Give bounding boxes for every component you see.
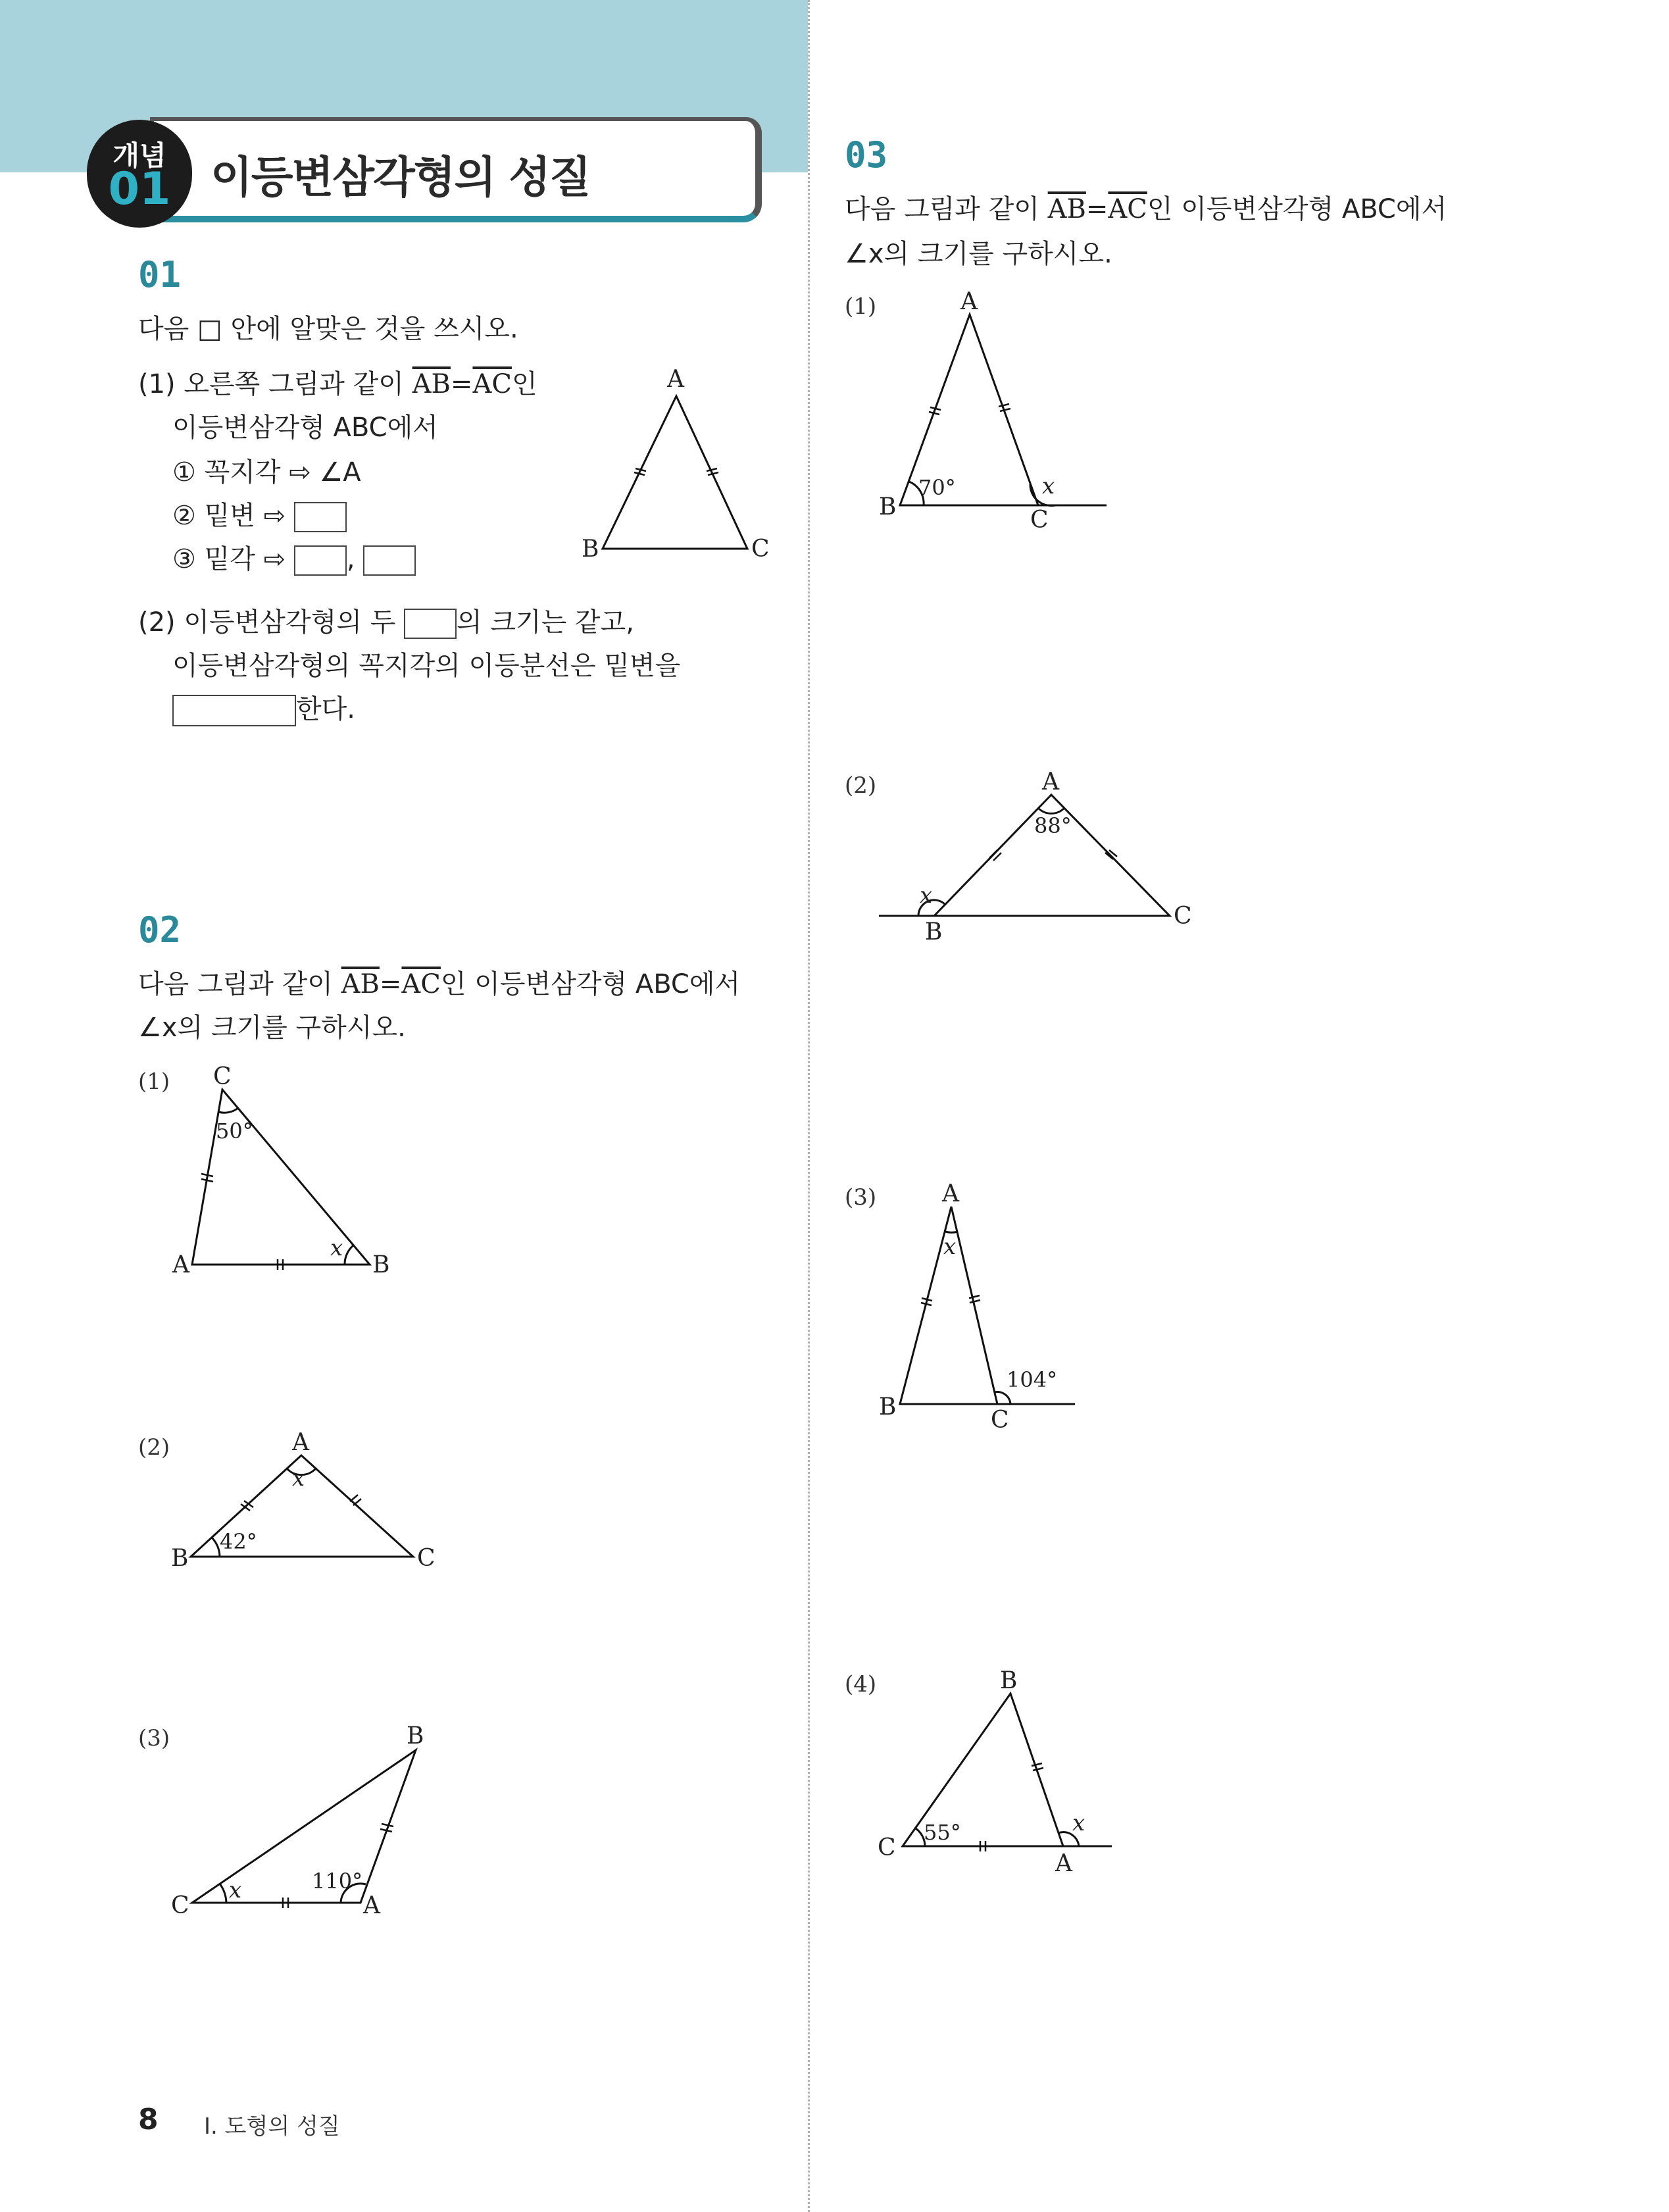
- vertex-label-c: C: [1030, 507, 1049, 534]
- vertex-label-a: A: [1042, 768, 1059, 795]
- q03-p3-label: (3): [845, 1184, 877, 1211]
- eq-sign: =: [450, 369, 473, 399]
- angle-x-label: x: [943, 1234, 957, 1260]
- q03-p1-label: (1): [845, 293, 877, 320]
- seg-ac: $\overline{AC}$: [472, 369, 512, 399]
- seg-ac: $\overline{AC}$: [1108, 194, 1147, 224]
- angle-arc: [220, 1884, 226, 1903]
- badge-number: 01: [108, 163, 171, 215]
- vertex-label-c: C: [751, 536, 770, 563]
- angle-label: 88°: [1034, 813, 1072, 838]
- badge-label: 개념: [112, 139, 166, 172]
- vertex-label-c: C: [213, 1063, 232, 1090]
- q01-item1: ① 꼭지각 ⇨ ∠A: [172, 457, 361, 488]
- vertex-label-b: B: [582, 536, 599, 563]
- q02-line2: ∠x의 크기를 구하시오.: [138, 1013, 406, 1043]
- q01-p2-part2: 의 크기는 같고,: [456, 607, 634, 638]
- q03-line2: ∠x의 크기를 구하시오.: [845, 239, 1112, 269]
- q01-p1-suffix: 인: [511, 369, 537, 399]
- vertex-label-b: B: [925, 918, 943, 945]
- vertex-label-a: A: [667, 366, 684, 393]
- angle-label: 104°: [1007, 1367, 1058, 1392]
- vertex-label-b: B: [879, 1394, 897, 1420]
- q01-p2-line2: 이등변삼각형의 꼭지각의 이등분선은 밑변을: [172, 651, 681, 681]
- q02-number: 02: [138, 909, 182, 951]
- seg-ac: $\overline{AC}$: [401, 969, 441, 999]
- seg-ab: $\overline{AB}$: [412, 369, 451, 399]
- q03-number: 03: [845, 134, 888, 176]
- q03-p2-label: (2): [845, 772, 877, 799]
- q02-line1-prefix: 다음 그림과 같이: [138, 969, 341, 999]
- q02-line1-suffix: 인 이등변삼각형 ABC에서: [440, 969, 741, 999]
- q01-item2-label: ② 밑변 ⇨: [172, 501, 286, 531]
- tick-marks: [201, 404, 1117, 1908]
- vertex-label-b: B: [407, 1722, 424, 1749]
- vertex-label-b: B: [171, 1545, 189, 1572]
- q02-p2-label: (2): [138, 1434, 170, 1461]
- seg-ab: $\overline{AB}$: [341, 969, 380, 999]
- angle-x-label: x: [330, 1235, 343, 1261]
- vertex-label-a: A: [363, 1892, 380, 1919]
- q01-p2-line3-text: 한다.: [296, 694, 355, 724]
- q01-item3-label: ③ 밑각 ⇨: [172, 544, 286, 574]
- vertex-label-c: C: [878, 1834, 896, 1861]
- angle-label: 110°: [312, 1869, 363, 1894]
- angle-label: 55°: [924, 1820, 961, 1845]
- angle-x-label: x: [1072, 1810, 1085, 1836]
- q02-p3-triangle: [192, 1750, 416, 1903]
- q02-p3-label: (3): [138, 1725, 170, 1751]
- q02-p1-label: (1): [138, 1068, 170, 1095]
- eq-sign: =: [379, 969, 402, 999]
- comma: ,: [346, 544, 355, 574]
- angle-label: 50°: [216, 1119, 253, 1144]
- vertex-label-a: A: [292, 1429, 309, 1456]
- vertex-label-c: C: [417, 1545, 436, 1572]
- angle-label: 70°: [918, 475, 956, 500]
- vertex-label-b: B: [879, 493, 897, 520]
- vertex-label-c: C: [171, 1892, 189, 1919]
- angle-x-label: x: [1042, 473, 1055, 499]
- q01-instruction: 다음 □ 안에 알맞은 것을 쓰시오.: [138, 314, 518, 344]
- vertex-label-a: A: [172, 1251, 189, 1278]
- vertex-label-a: A: [1055, 1850, 1072, 1877]
- q02-p1-triangle: [192, 1090, 370, 1265]
- seg-ab: $\overline{AB}$: [1047, 194, 1086, 224]
- vertex-label-b: B: [1000, 1667, 1018, 1694]
- angle-x-label: x: [292, 1465, 305, 1492]
- vertex-label-a: A: [942, 1180, 959, 1207]
- q01-p1-line2: 이등변삼각형 ABC에서: [172, 413, 438, 443]
- vertex-label-a: A: [960, 288, 978, 315]
- page-title: 이등변삼각형의 성질: [211, 152, 590, 203]
- angle-arc: [218, 1108, 238, 1113]
- angle-x-label: x: [229, 1877, 242, 1903]
- vertex-label-c: C: [1174, 903, 1192, 930]
- angle-label: 42°: [220, 1529, 257, 1554]
- q03-line1-suffix: 인 이등변삼각형 ABC에서: [1147, 194, 1447, 224]
- angle-x-label: x: [920, 882, 933, 909]
- angle-arc: [345, 1245, 354, 1265]
- q01-triangle: [603, 396, 747, 549]
- eq-sign: =: [1085, 194, 1109, 224]
- q03-line1-prefix: 다음 그림과 같이: [845, 194, 1048, 224]
- vertex-label-c: C: [991, 1407, 1009, 1434]
- chapter-title: I. 도형의 성질: [204, 2113, 340, 2140]
- q01-p1-prefix: (1) 오른쪽 그림과 같이: [138, 369, 412, 399]
- q03-p4-label: (4): [845, 1671, 877, 1697]
- q01-number: 01: [138, 254, 182, 295]
- q01-p2-part1: (2) 이등변삼각형의 두: [138, 607, 396, 638]
- angle-arc: [212, 1538, 220, 1557]
- page-number: 8: [138, 2103, 159, 2136]
- vertex-label-b: B: [372, 1251, 390, 1278]
